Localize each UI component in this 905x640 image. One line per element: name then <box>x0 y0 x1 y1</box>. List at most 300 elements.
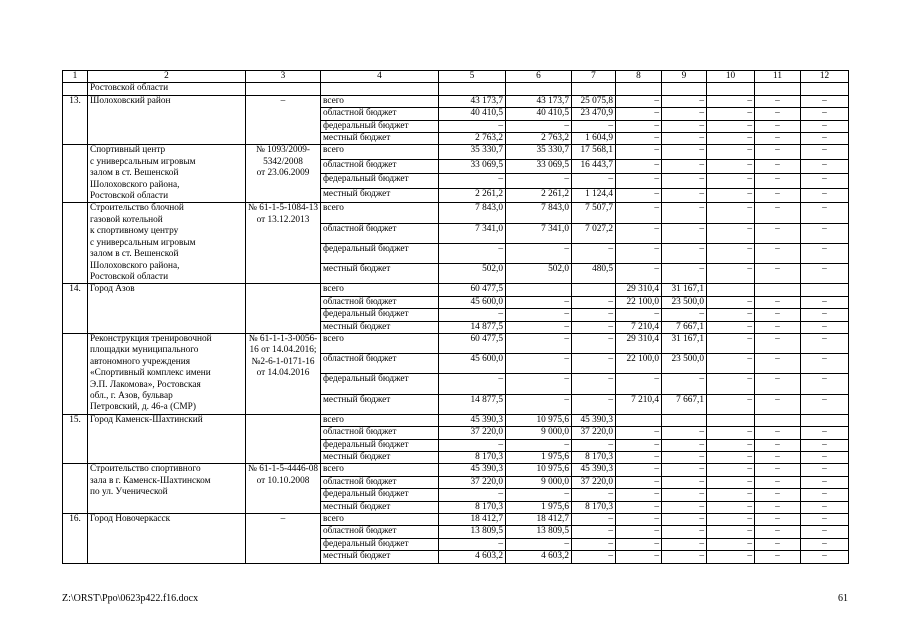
value-cell: – <box>755 264 801 284</box>
object-name-cell <box>88 514 246 564</box>
value-cell: – <box>707 108 755 120</box>
row-number <box>63 203 88 284</box>
value-cell: – <box>616 159 662 174</box>
object-name-line: к спортивному центру <box>90 226 179 237</box>
footer-page-number: 61 <box>838 593 848 604</box>
value-cell: 4 603,2 <box>439 551 506 563</box>
value-cell: – <box>801 108 849 120</box>
value-cell: – <box>572 526 616 538</box>
value-cell: 13 809,5 <box>439 526 506 538</box>
budget-label: всего <box>321 464 439 476</box>
budget-label: всего <box>321 95 439 107</box>
value-cell: – <box>616 538 662 550</box>
document-line: № 61-1-5-4446-08 <box>248 464 319 475</box>
value-cell: – <box>801 120 849 132</box>
value-cell: 7 341,0 <box>439 223 506 243</box>
value-cell: 45 600,0 <box>439 296 506 308</box>
budget-label: местный бюджет <box>321 188 439 203</box>
budget-label: областной бюджет <box>321 223 439 243</box>
value-cell: – <box>707 223 755 243</box>
value-cell: – <box>707 264 755 284</box>
value-cell: – <box>662 309 707 321</box>
value-cell <box>707 284 755 296</box>
value-cell: 25 075,8 <box>572 95 616 107</box>
document-cell <box>246 95 321 145</box>
document-cell <box>246 414 321 464</box>
value-cell: – <box>572 394 616 414</box>
value-cell: 7 027,2 <box>572 223 616 243</box>
document-cell <box>246 203 321 284</box>
budget-label: федеральный бюджет <box>321 439 439 451</box>
value-cell: 8 170,3 <box>572 501 616 513</box>
column-header: 7 <box>572 71 616 83</box>
table-row <box>63 414 849 426</box>
budget-label: областной бюджет <box>321 354 439 374</box>
value-cell: 43 173,7 <box>439 95 506 107</box>
value-cell: – <box>616 309 662 321</box>
value-cell: 35 330,7 <box>439 145 506 160</box>
value-cell: – <box>662 439 707 451</box>
value-cell: – <box>662 452 707 464</box>
value-cell: 22 100,0 <box>616 354 662 374</box>
object-name-line: Ростовской области <box>90 191 169 202</box>
object-name-line: Строительство блочной <box>90 203 184 214</box>
value-cell: – <box>506 394 572 414</box>
value-cell: – <box>616 374 662 394</box>
row-number: 14. <box>63 284 88 334</box>
value-cell: – <box>707 133 755 145</box>
value-cell: – <box>801 174 849 189</box>
value-cell: – <box>707 145 755 160</box>
value-cell: – <box>707 394 755 414</box>
empty-cell <box>321 83 439 95</box>
value-cell: – <box>755 120 801 132</box>
value-cell: – <box>755 427 801 439</box>
value-cell: – <box>707 439 755 451</box>
budget-label: всего <box>321 203 439 223</box>
budget-label: областной бюджет <box>321 476 439 488</box>
value-cell: – <box>572 174 616 189</box>
value-cell: – <box>707 374 755 394</box>
value-cell: – <box>755 223 801 243</box>
value-cell <box>755 284 801 296</box>
value-cell: – <box>755 309 801 321</box>
value-cell: – <box>755 296 801 308</box>
object-name-line: Город Новочеркасск <box>90 514 171 525</box>
value-cell: – <box>439 120 506 132</box>
object-name-line: Шолоховский район <box>90 95 171 106</box>
value-cell: 2 763,2 <box>439 133 506 145</box>
value-cell: 37 220,0 <box>439 427 506 439</box>
value-cell: 29 310,4 <box>616 284 662 296</box>
table-row <box>63 95 849 107</box>
document-line: от 14.04.2016 <box>256 368 310 379</box>
budget-label: всего <box>321 333 439 353</box>
value-cell: 7 507,7 <box>572 203 616 223</box>
value-cell: – <box>662 243 707 263</box>
value-cell: – <box>439 538 506 550</box>
value-cell: – <box>707 321 755 333</box>
empty-cell <box>662 83 707 95</box>
value-cell: 60 477,5 <box>439 333 506 353</box>
value-cell: – <box>662 374 707 394</box>
column-header: 8 <box>616 71 662 83</box>
value-cell: 23 470,9 <box>572 108 616 120</box>
budget-label: федеральный бюджет <box>321 309 439 321</box>
value-cell: – <box>572 243 616 263</box>
value-cell: – <box>572 354 616 374</box>
value-cell: – <box>707 427 755 439</box>
value-cell: – <box>801 526 849 538</box>
value-cell: – <box>801 243 849 263</box>
value-cell: 1 604,9 <box>572 133 616 145</box>
value-cell: 45 600,0 <box>439 354 506 374</box>
value-cell: 2 763,2 <box>506 133 572 145</box>
value-cell <box>801 284 849 296</box>
value-cell: 7 210,4 <box>616 321 662 333</box>
value-cell: – <box>662 133 707 145</box>
value-cell <box>506 284 572 296</box>
object-name-cell <box>88 464 246 514</box>
value-cell: – <box>662 145 707 160</box>
budget-label: местный бюджет <box>321 551 439 563</box>
object-name-line: залом в ст. Вешенской <box>90 249 179 260</box>
object-name-line: обл., г. Азов, бульвар <box>90 390 173 401</box>
column-header: 6 <box>506 71 572 83</box>
value-cell: – <box>801 223 849 243</box>
value-cell: 2 261,2 <box>506 188 572 203</box>
value-cell: – <box>755 108 801 120</box>
value-cell: – <box>707 203 755 223</box>
value-cell: – <box>662 551 707 563</box>
value-cell: – <box>506 374 572 394</box>
value-cell: 45 390,3 <box>572 414 616 426</box>
object-name-line: Город Каменск-Шахтинский <box>90 414 203 425</box>
value-cell: – <box>572 538 616 550</box>
value-cell: – <box>616 108 662 120</box>
value-cell: – <box>707 188 755 203</box>
row-number: 15. <box>63 414 88 464</box>
value-cell: – <box>662 95 707 107</box>
value-cell: 29 310,4 <box>616 333 662 353</box>
value-cell: – <box>707 538 755 550</box>
value-cell: 1 975,6 <box>506 452 572 464</box>
column-header: 9 <box>662 71 707 83</box>
column-header: 3 <box>246 71 321 83</box>
value-cell: – <box>801 133 849 145</box>
document-cell <box>246 464 321 514</box>
budget-label: федеральный бюджет <box>321 174 439 189</box>
value-cell: – <box>616 133 662 145</box>
budget-label: местный бюджет <box>321 264 439 284</box>
row-number: 16. <box>63 514 88 564</box>
value-cell: 7 341,0 <box>506 223 572 243</box>
value-cell: 43 173,7 <box>506 95 572 107</box>
value-cell: – <box>755 526 801 538</box>
value-cell: – <box>755 354 801 374</box>
value-cell: – <box>616 476 662 488</box>
table-row <box>63 464 849 476</box>
object-name-cell <box>88 333 246 414</box>
value-cell: – <box>801 538 849 550</box>
value-cell: – <box>801 427 849 439</box>
value-cell: – <box>801 501 849 513</box>
value-cell: – <box>572 551 616 563</box>
value-cell: – <box>662 514 707 526</box>
value-cell: – <box>755 551 801 563</box>
value-cell: – <box>662 203 707 223</box>
value-cell: – <box>616 95 662 107</box>
value-cell: – <box>439 439 506 451</box>
object-name-line: Спортивный центр <box>90 145 166 156</box>
budget-label: всего <box>321 145 439 160</box>
budget-label: федеральный бюджет <box>321 538 439 550</box>
value-cell: – <box>439 374 506 394</box>
value-cell: – <box>506 321 572 333</box>
value-cell: 14 877,5 <box>439 394 506 414</box>
object-name-cell <box>88 414 246 464</box>
object-name-cell <box>88 95 246 145</box>
document-cell <box>246 333 321 414</box>
value-cell: 16 443,7 <box>572 159 616 174</box>
document-line: от 23.06.2009 <box>256 168 310 179</box>
budget-label: местный бюджет <box>321 394 439 414</box>
value-cell: – <box>616 526 662 538</box>
value-cell: – <box>572 309 616 321</box>
value-cell: – <box>801 264 849 284</box>
object-name-line: с универсальным игровым <box>90 237 196 248</box>
value-cell: – <box>707 551 755 563</box>
value-cell: – <box>755 452 801 464</box>
row-number <box>63 464 88 514</box>
value-cell: – <box>707 354 755 374</box>
value-cell: – <box>755 243 801 263</box>
document-line: – <box>280 514 286 525</box>
column-header: 5 <box>439 71 506 83</box>
value-cell: – <box>707 526 755 538</box>
value-cell: – <box>801 464 849 476</box>
value-cell: – <box>662 427 707 439</box>
object-name-line: Шолоховского района, <box>90 260 180 271</box>
value-cell: – <box>506 296 572 308</box>
value-cell: – <box>755 321 801 333</box>
empty-cell <box>439 83 506 95</box>
value-cell: – <box>662 526 707 538</box>
object-name-line: Город Азов <box>90 284 135 295</box>
empty-cell <box>755 83 801 95</box>
value-cell: 33 069,5 <box>439 159 506 174</box>
value-cell: – <box>707 501 755 513</box>
value-cell: – <box>755 476 801 488</box>
value-cell: 37 220,0 <box>572 427 616 439</box>
value-cell: – <box>616 427 662 439</box>
value-cell: – <box>616 551 662 563</box>
document-line: №2-6-1-0171-16 <box>251 356 315 367</box>
value-cell: 7 667,1 <box>662 321 707 333</box>
object-name-line: Э.П. Лакомова», Ростовская <box>90 379 201 390</box>
document-line: от 13.12.2013 <box>256 214 310 225</box>
object-name-line: Шолоховского района, <box>90 179 180 190</box>
value-cell: 502,0 <box>506 264 572 284</box>
value-cell: – <box>755 514 801 526</box>
value-cell: 33 069,5 <box>506 159 572 174</box>
value-cell: – <box>755 174 801 189</box>
value-cell: – <box>755 501 801 513</box>
value-cell: 45 390,3 <box>439 414 506 426</box>
value-cell: – <box>755 95 801 107</box>
value-cell: 23 500,0 <box>662 354 707 374</box>
value-cell: – <box>572 296 616 308</box>
value-cell: – <box>662 489 707 501</box>
row-number <box>63 145 88 203</box>
table-row <box>63 284 849 296</box>
value-cell: – <box>439 243 506 263</box>
column-header: 10 <box>707 71 755 83</box>
value-cell: 480,5 <box>572 264 616 284</box>
budget-label: федеральный бюджет <box>321 489 439 501</box>
value-cell: – <box>506 243 572 263</box>
document-line: № 1093/2009- <box>255 145 311 156</box>
document-cell <box>246 514 321 564</box>
value-cell: – <box>662 223 707 243</box>
value-cell: – <box>801 321 849 333</box>
value-cell: – <box>801 333 849 353</box>
budget-label: федеральный бюджет <box>321 374 439 394</box>
value-cell: – <box>707 95 755 107</box>
value-cell: 8 170,3 <box>439 452 506 464</box>
value-cell: 60 477,5 <box>439 284 506 296</box>
object-name-line: по ул. Ученической <box>90 487 168 498</box>
value-cell: 7 667,1 <box>662 394 707 414</box>
value-cell: – <box>801 145 849 160</box>
value-cell: – <box>572 439 616 451</box>
budget-label: местный бюджет <box>321 133 439 145</box>
value-cell: – <box>662 464 707 476</box>
doc-cell <box>246 83 321 95</box>
value-cell: – <box>755 159 801 174</box>
value-cell: – <box>755 145 801 160</box>
row-number <box>63 333 88 414</box>
column-header: 12 <box>801 71 849 83</box>
value-cell: 37 220,0 <box>439 476 506 488</box>
value-cell: – <box>801 514 849 526</box>
value-cell: – <box>801 551 849 563</box>
value-cell: – <box>755 133 801 145</box>
value-cell: 10 975,6 <box>506 464 572 476</box>
value-cell: – <box>572 120 616 132</box>
value-cell: – <box>616 264 662 284</box>
object-name-line: Строительство спортивного <box>90 464 201 475</box>
value-cell: – <box>707 333 755 353</box>
document-line: от 10.10.2008 <box>256 475 310 486</box>
value-cell: – <box>801 188 849 203</box>
value-cell: – <box>572 333 616 353</box>
value-cell: – <box>801 394 849 414</box>
value-cell: – <box>662 108 707 120</box>
empty-cell <box>801 83 849 95</box>
value-cell: – <box>506 309 572 321</box>
budget-table <box>62 70 849 564</box>
value-cell: – <box>616 174 662 189</box>
budget-label: областной бюджет <box>321 296 439 308</box>
budget-label: всего <box>321 514 439 526</box>
value-cell: – <box>755 489 801 501</box>
value-cell: – <box>616 501 662 513</box>
budget-label: местный бюджет <box>321 501 439 513</box>
value-cell: – <box>572 514 616 526</box>
budget-label: местный бюджет <box>321 452 439 464</box>
value-cell: – <box>755 203 801 223</box>
empty-cell <box>506 83 572 95</box>
value-cell: – <box>506 174 572 189</box>
value-cell: – <box>662 174 707 189</box>
value-cell: – <box>801 489 849 501</box>
column-header: 11 <box>755 71 801 83</box>
document-line: 5342/2008 <box>263 156 303 167</box>
value-cell: 40 410,5 <box>506 108 572 120</box>
value-cell: 17 568,1 <box>572 145 616 160</box>
object-name-line: газовой котельной <box>90 214 163 225</box>
object-name-line: автономного учреждения <box>90 356 190 367</box>
value-cell: – <box>616 145 662 160</box>
value-cell: – <box>707 309 755 321</box>
value-cell <box>801 414 849 426</box>
value-cell: 4 603,2 <box>506 551 572 563</box>
object-name-line: Петровский, д. 46-а (СМР) <box>90 402 196 413</box>
value-cell: 31 167,1 <box>662 333 707 353</box>
value-cell: 8 170,3 <box>572 452 616 464</box>
value-cell: – <box>662 188 707 203</box>
value-cell: 8 170,3 <box>439 501 506 513</box>
budget-label: всего <box>321 284 439 296</box>
value-cell: 1 124,4 <box>572 188 616 203</box>
document-cell <box>246 145 321 203</box>
value-cell: – <box>707 296 755 308</box>
value-cell: – <box>616 223 662 243</box>
value-cell: – <box>662 501 707 513</box>
value-cell: – <box>616 514 662 526</box>
object-name-line: «Спортивный комплекс имени <box>90 368 211 379</box>
value-cell: – <box>707 489 755 501</box>
document-line: № 61-1-1-3-0056- <box>248 333 318 344</box>
value-cell: – <box>801 309 849 321</box>
value-cell: – <box>707 174 755 189</box>
value-cell: – <box>801 374 849 394</box>
value-cell: – <box>801 354 849 374</box>
value-cell: 9 000,0 <box>506 427 572 439</box>
budget-label: федеральный бюджет <box>321 120 439 132</box>
column-header: 2 <box>88 71 246 83</box>
value-cell: – <box>707 464 755 476</box>
empty-cell <box>616 83 662 95</box>
value-cell: – <box>506 538 572 550</box>
value-cell: – <box>572 489 616 501</box>
value-cell: – <box>707 120 755 132</box>
value-cell: 10 975,6 <box>506 414 572 426</box>
header-row <box>63 71 849 83</box>
value-cell: – <box>662 264 707 284</box>
object-name-cell <box>88 284 246 334</box>
table-row <box>63 514 849 526</box>
value-cell: 1 975,6 <box>506 501 572 513</box>
object-name-line: Реконструкция тренировочной <box>90 333 212 344</box>
value-cell: – <box>755 333 801 353</box>
value-cell: – <box>707 514 755 526</box>
value-cell: – <box>755 538 801 550</box>
value-cell: – <box>801 439 849 451</box>
value-cell: 9 000,0 <box>506 476 572 488</box>
value-cell: – <box>506 354 572 374</box>
